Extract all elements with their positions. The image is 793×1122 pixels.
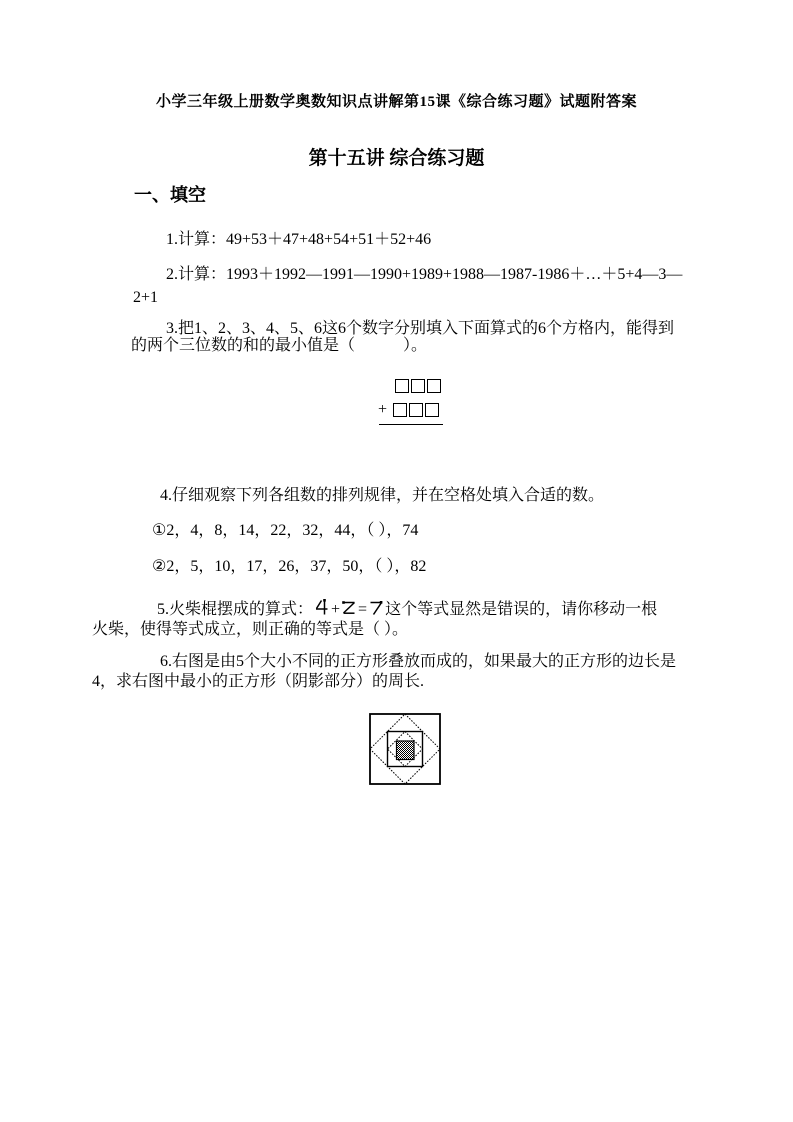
matchstick-equals: = (358, 601, 368, 618)
question-4: 4.仔细观察下列各组数的排列规律，并在空格处填入合适的数。 (160, 487, 605, 504)
plus-sign: + (378, 400, 388, 418)
digit-box (393, 403, 407, 417)
doc-title: 小学三年级上册数学奥数知识点讲解第15课《综合练习题》试题附答案 (155, 94, 637, 110)
digit-box (425, 403, 439, 417)
matchstick-digit-7-icon (368, 598, 384, 617)
matchstick-digit-4-icon (314, 598, 330, 617)
square-5-smallest-shaded (397, 741, 415, 760)
question-4-sequence-1: ①2，4，8，14，22，32，44，（ ），74 (152, 522, 419, 539)
question-4-sequence-2: ②2，5，10，17，26，37，50，（ ），82 (152, 558, 427, 575)
digit-box (409, 403, 423, 417)
section-heading-fill-blanks: 一、填空 (134, 185, 206, 205)
matchstick-digit-2-icon (341, 598, 357, 617)
addition-column-figure (378, 377, 458, 425)
question-1: 1.计算：49+53＋47+48+54+51＋52+46 (166, 231, 432, 248)
digit-box (427, 379, 441, 393)
addend-1-boxes (395, 377, 458, 394)
lesson-heading: 第十五讲 综合练习题 (308, 148, 485, 169)
addend-2-boxes (378, 401, 458, 418)
question-5-line2: 火柴，使得等式成立，则正确的等式是（ ）。 (92, 621, 409, 638)
question-3-line2: 的两个三位数的和的最小值是（ ）。 (131, 337, 428, 354)
question-2-line1: 2.计算：1993＋1992—1991—1990+1989+1988—1987-1986＋…＋5+4—3— (166, 266, 683, 283)
question-5-line1 (157, 598, 657, 619)
digit-box (411, 379, 425, 393)
question-5-prefix: 5.火柴棍摆成的算式： (157, 601, 314, 618)
sum-rule-line (379, 424, 443, 425)
question-6-line2: 4，求右图中最小的正方形（阴影部分）的周长. (92, 673, 425, 690)
matchstick-plus: + (331, 601, 341, 618)
question-6-line1: 6.右图是由5个大小不同的正方形叠放而成的，如果最大的正方形的边长是 (160, 653, 677, 670)
question-3-line1: 3.把1、2、3、4、5、6这6个数字分别填入下面算式的6个方格内，能得到 (166, 320, 675, 337)
nested-squares-figure (367, 711, 443, 792)
question-5-suffix: 这个等式显然是错误的，请你移动一根 (385, 601, 658, 618)
question-2-line2: 2+1 (133, 289, 159, 306)
digit-box (395, 379, 409, 393)
